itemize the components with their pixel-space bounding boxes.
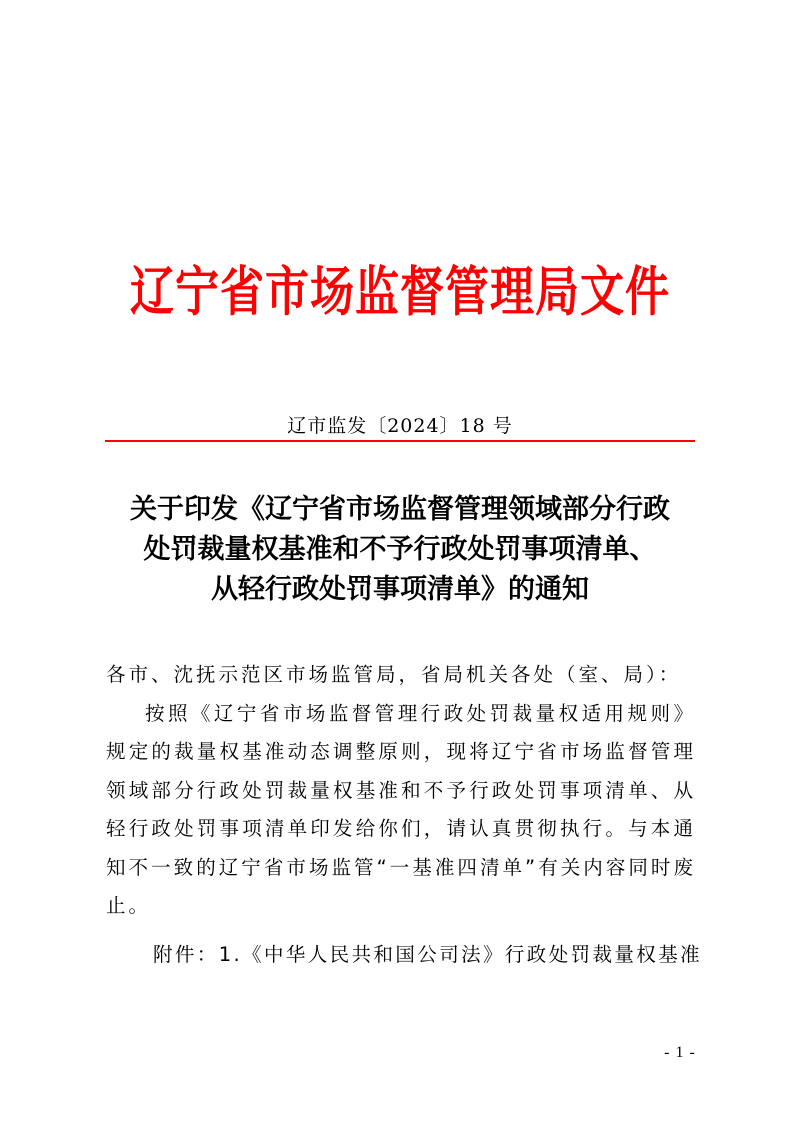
salutation: 各市、沈抚示范区市场监管局，省局机关各处（室、局）： — [106, 663, 682, 686]
red-divider-line — [105, 440, 695, 442]
issuer-header: 辽宁省市场监督管理局文件 — [130, 261, 670, 324]
document-body — [106, 656, 696, 926]
title-line-1: 关于印发《辽宁省市场监督管理领域部分行政 — [130, 494, 670, 525]
document-number: 辽市监发〔2024〕18 号 — [287, 415, 513, 437]
document-title — [100, 490, 700, 610]
title-line-3: 从轻行政处罚事项清单》的通知 — [211, 574, 589, 605]
title-line-2: 处罚裁量权基准和不予行政处罚事项清单、 — [143, 534, 657, 565]
body-paragraph: 按照《辽宁省市场监督管理行政处罚裁量权适用规则》规定的裁量权基准动态调整原则，现将辽宁省市场监督管理领域部分行政处罚裁量权基准和不予行政处罚事项清单、从轻行政处罚事项清单印发给你们，请认真贯彻执行。与本通知不一致的辽宁省市场监管“一基准四清单”有关内容同时废止。 — [106, 701, 696, 917]
attachment-line: 附件：1.《中华人民共和国公司法》行政处罚裁量权基准 — [153, 943, 703, 966]
page-number: - 1 - — [664, 1044, 696, 1061]
